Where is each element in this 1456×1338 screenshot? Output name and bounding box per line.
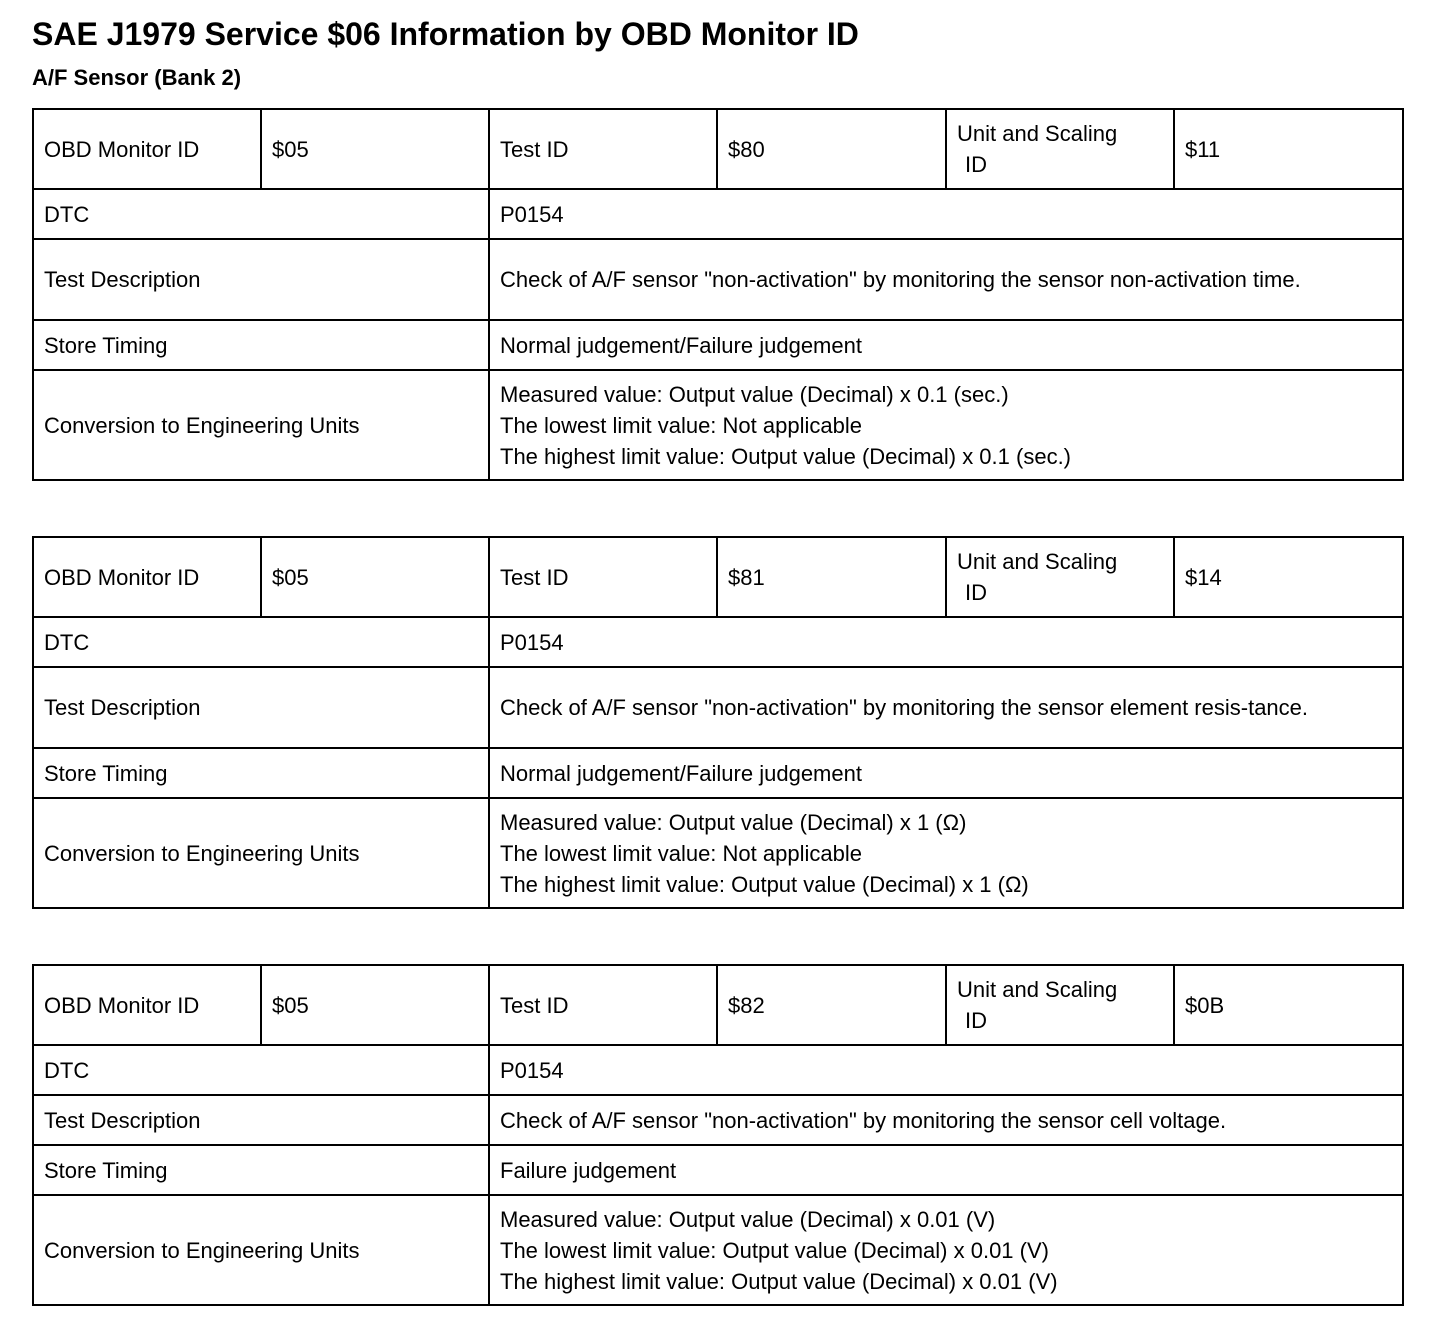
conversion-label: Conversion to Engineering Units xyxy=(33,370,489,480)
header-row xyxy=(33,537,1403,617)
conversion-value xyxy=(489,370,1403,480)
store-timing-label: Store Timing xyxy=(33,748,489,798)
monitor-table-3 xyxy=(32,964,1404,1306)
measured-value-line: Measured value: Output value (Decimal) x 0.01 (V) xyxy=(500,1206,996,1232)
page-subtitle: A/F Sensor (Bank 2) xyxy=(32,65,242,90)
lowest-limit-line: The lowest limit value: Output value (Decimal) x 0.01 (V) xyxy=(500,1237,1049,1263)
dtc-row xyxy=(33,617,1403,667)
lowest-limit-line: The lowest limit value: Not applicable xyxy=(500,840,862,866)
conversion-row xyxy=(33,1195,1403,1305)
dtc-value: P0154 xyxy=(489,1045,1403,1095)
unit-scaling-id-label: Unit and Scaling ID xyxy=(946,109,1174,189)
test-description-value: Check of A/F sensor "non-activation" by monitoring the sensor element resis-tance. xyxy=(489,667,1403,748)
test-description-label: Test Description xyxy=(33,667,489,748)
lowest-limit-line: The lowest limit value: Not applicable xyxy=(500,412,862,438)
highest-limit-line: The highest limit value: Output value (Decimal) x 0.01 (V) xyxy=(500,1268,1058,1294)
obd-monitor-id-value: $05 xyxy=(261,965,489,1045)
test-description-row xyxy=(33,239,1403,320)
test-id-value: $81 xyxy=(717,537,946,617)
store-timing-row xyxy=(33,748,1403,798)
test-description-label: Test Description xyxy=(33,1095,489,1145)
conversion-row xyxy=(33,798,1403,908)
measured-value-line: Measured value: Output value (Decimal) x 0.1 (sec.) xyxy=(500,381,1009,407)
test-description-value: Check of A/F sensor "non-activation" by monitoring the sensor cell voltage. xyxy=(489,1095,1403,1145)
obd-monitor-id-value: $05 xyxy=(261,537,489,617)
store-timing-value: Failure judgement xyxy=(489,1145,1403,1195)
store-timing-label: Store Timing xyxy=(33,320,489,370)
conversion-label: Conversion to Engineering Units xyxy=(33,798,489,908)
monitor-table-1 xyxy=(32,108,1404,481)
dtc-row xyxy=(33,189,1403,239)
conversion-row xyxy=(33,370,1403,480)
test-description-value: Check of A/F sensor "non-activation" by monitoring the sensor non-activation time. xyxy=(489,239,1403,320)
obd-monitor-id-label: OBD Monitor ID xyxy=(33,109,261,189)
obd-monitor-id-label: OBD Monitor ID xyxy=(33,537,261,617)
header-row xyxy=(33,109,1403,189)
test-id-value: $82 xyxy=(717,965,946,1045)
dtc-value: P0154 xyxy=(489,189,1403,239)
unit-scaling-id-value: $14 xyxy=(1174,537,1403,617)
test-id-label: Test ID xyxy=(489,965,717,1045)
store-timing-label: Store Timing xyxy=(33,1145,489,1195)
measured-value-line: Measured value: Output value (Decimal) x 1 (Ω) xyxy=(500,809,967,835)
dtc-row xyxy=(33,1045,1403,1095)
dtc-label: DTC xyxy=(33,1045,489,1095)
conversion-value xyxy=(489,798,1403,908)
dtc-value: P0154 xyxy=(489,617,1403,667)
monitor-table-2 xyxy=(32,536,1404,909)
conversion-label: Conversion to Engineering Units xyxy=(33,1195,489,1305)
unit-scaling-id-label: Unit and Scaling ID xyxy=(946,965,1174,1045)
store-timing-row xyxy=(33,320,1403,370)
obd-monitor-id-value: $05 xyxy=(261,109,489,189)
highest-limit-line: The highest limit value: Output value (Decimal) x 0.1 (sec.) xyxy=(500,443,1072,469)
highest-limit-line: The highest limit value: Output value (Decimal) x 1 (Ω) xyxy=(500,871,1029,897)
conversion-value xyxy=(489,1195,1403,1305)
test-description-row xyxy=(33,1095,1403,1145)
test-id-label: Test ID xyxy=(489,109,717,189)
dtc-label: DTC xyxy=(33,189,489,239)
unit-scaling-id-value: $11 xyxy=(1174,109,1403,189)
test-description-label: Test Description xyxy=(33,239,489,320)
unit-scaling-id-label: Unit and Scaling ID xyxy=(946,537,1174,617)
test-id-value: $80 xyxy=(717,109,946,189)
header-row xyxy=(33,965,1403,1045)
store-timing-row xyxy=(33,1145,1403,1195)
page-title: SAE J1979 Service $06 Information by OBD Monitor ID xyxy=(32,16,859,52)
dtc-label: DTC xyxy=(33,617,489,667)
test-description-row xyxy=(33,667,1403,748)
unit-scaling-id-value: $0B xyxy=(1174,965,1403,1045)
obd-monitor-id-label: OBD Monitor ID xyxy=(33,965,261,1045)
store-timing-value: Normal judgement/Failure judgement xyxy=(489,320,1403,370)
test-id-label: Test ID xyxy=(489,537,717,617)
store-timing-value: Normal judgement/Failure judgement xyxy=(489,748,1403,798)
